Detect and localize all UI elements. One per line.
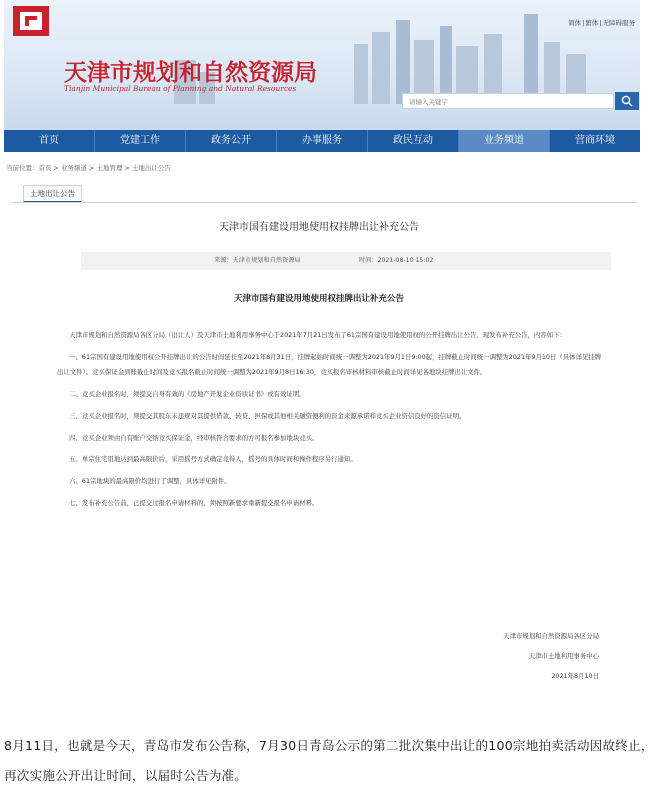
article-time: 时间：2021-08-10 15:02 bbox=[359, 257, 434, 264]
search-input[interactable]: 请输入关键字 bbox=[402, 93, 614, 109]
paragraph: 六、61宗地块的最高限价均进行了调整，具体详见附件。 bbox=[69, 476, 231, 485]
paragraph: 一、61宗国有建设用地使用权公开挂牌出让的公告时间延长至2021年8月31日，挂牌起始时间统一调整为2021年9月1日9:00起，挂牌截止时间统一调整为2021年9月10日（具体详见挂牌出让文件）。竞买保证金到账截止时间及竞买报名截止时间统一调整为2021年9月8日16:30，竞买报名审核材料审核截止时间详见各地块挂牌出让文件。 bbox=[57, 352, 602, 377]
paragraph: 七、发布补充公告前，已提交过报名申请材料的，须按照新要求重新提交报名申请材料。 bbox=[69, 498, 319, 507]
nav-home[interactable]: 首页 bbox=[4, 130, 95, 152]
signature-issuer-2: 天津市土地利用事务中心 bbox=[528, 652, 599, 660]
lang-traditional-link[interactable]: 繁体 bbox=[585, 19, 599, 27]
accessibility-link[interactable]: 无障碍服务 bbox=[602, 19, 635, 27]
article-container bbox=[13, 180, 637, 780]
paragraph: 天津市规划和自然资源局各区分局（出让人）及天津市土地利用事务中心于2021年7月21日发布了61宗国有建设用地使用权的公开挂牌出让公告，现发布补充公告，内容如下： bbox=[69, 331, 566, 339]
nav-business-channel[interactable]: 业务频道 bbox=[459, 130, 550, 152]
nav-business-environment[interactable]: 营商环境 bbox=[575, 135, 615, 146]
signature-issuer-1: 天津市规划和自然资源局各区分局 bbox=[503, 632, 599, 640]
news-caption: 8月11日，也就是今天，青岛市发布公告称，7月30日青岛公示的第二批次集中出让的100宗地拍卖活动因故终止，再次实施公开出让时间，以届时公告为准。 bbox=[4, 738, 654, 783]
search-button[interactable] bbox=[615, 92, 639, 110]
breadcrumb: 当前位置：首页 > 业务频道 > 土地管理 > 土地出让公告 bbox=[6, 164, 171, 172]
nav-government-affairs[interactable]: 政务公开 bbox=[186, 130, 277, 152]
paragraph: 二、竞买企业报名时，须提交自身有效的《房地产开发企业资质证书》或有效证明。 bbox=[69, 390, 306, 399]
breadcrumb-item-announcement[interactable]: 土地出让公告 bbox=[131, 164, 171, 172]
breadcrumb-prefix: 当前位置： bbox=[6, 164, 39, 172]
skyline-building bbox=[354, 44, 368, 104]
nav-party-building[interactable]: 党建工作 bbox=[95, 130, 186, 152]
nav-interaction[interactable]: 政民互动 bbox=[368, 130, 459, 152]
site-subtitle: Tianjin Municipal Bureau of Planning and Natural Resources bbox=[64, 84, 297, 93]
site-title: 天津市规划和自然资源局 bbox=[64, 59, 317, 86]
signature-block bbox=[503, 626, 599, 686]
main-nav bbox=[4, 130, 640, 152]
section-tab[interactable]: 土地出让公告 bbox=[23, 185, 82, 203]
breadcrumb-item-land[interactable]: 土地管理 bbox=[96, 164, 123, 172]
breadcrumb-item-home[interactable]: 首页 bbox=[38, 164, 52, 172]
nav-services[interactable]: 办事服务 bbox=[277, 130, 368, 152]
document-heading: 天津市国有建设用地使用权挂牌出让补充公告 bbox=[233, 294, 404, 304]
paragraph: 四、竞买企业须由自有账户交纳竞买保证金，经审核符合要求的方可报名参加地块竞买。 bbox=[69, 433, 319, 442]
search-icon bbox=[621, 95, 633, 107]
header-banner bbox=[4, 0, 640, 130]
skyline-building bbox=[396, 20, 410, 104]
lang-switcher: 简体|繁体|无障碍服务 bbox=[568, 19, 635, 27]
skyline-building bbox=[372, 32, 390, 104]
signature-date: 2021年8月10日 bbox=[551, 672, 599, 680]
article-source: 来源：天津市规划和自然资源局 bbox=[214, 257, 301, 264]
article-body bbox=[57, 328, 605, 517]
divider bbox=[13, 202, 637, 203]
article-meta bbox=[81, 252, 611, 270]
paragraph: 三、竞买企业报名时，须提交其股东未违规对其提供借款、转贷、担保或其他相关融资便利的资金来源承诺和竞买企业资信良好的资信证明。 bbox=[69, 411, 466, 420]
breadcrumb-item-business[interactable]: 业务频道 bbox=[60, 164, 87, 172]
site-logo-icon[interactable] bbox=[13, 6, 49, 36]
paragraph: 五、单宗住宅用地达到最高限价后，采用摇号方式确定竞得人，摇号的具体时间和操作程序另行通知。 bbox=[69, 455, 357, 464]
lang-simplified-link[interactable]: 简体 bbox=[568, 19, 582, 27]
article-title: 天津市国有建设用地使用权挂牌出让补充公告 bbox=[219, 222, 419, 233]
skyline-building bbox=[524, 14, 538, 104]
